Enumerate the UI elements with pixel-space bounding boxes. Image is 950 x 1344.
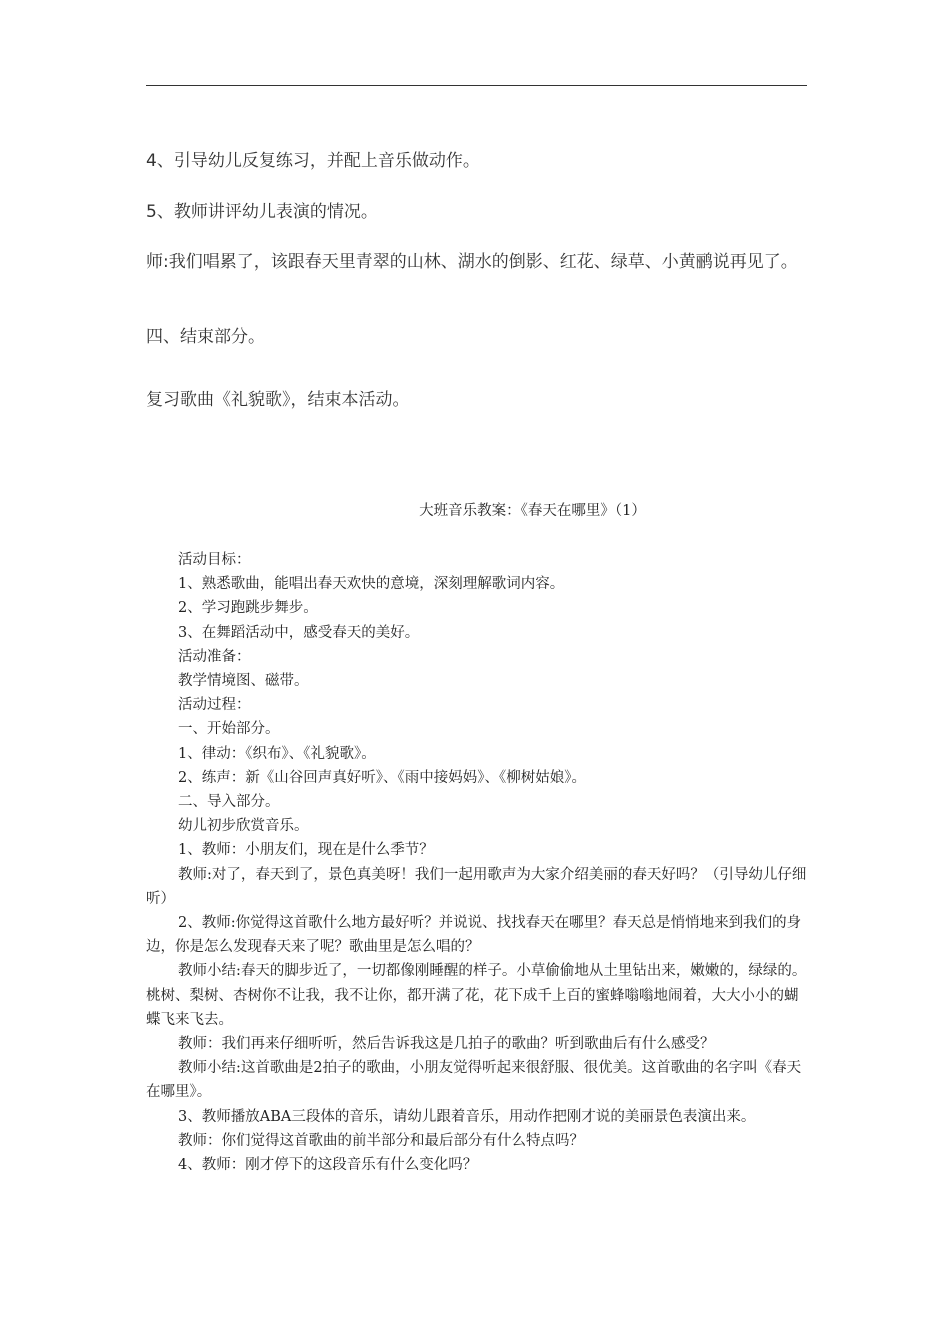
body-line: 一、开始部分。 [178, 721, 280, 738]
closing-paragraph: 复习歌曲《礼貌歌》，结束本活动。 [146, 390, 410, 410]
body-line: 1、教师：小朋友们，现在是什么季节？ [178, 842, 434, 859]
body-line: 教师:对了，春天到了，景色真美呀！我们一起用歌声为大家介绍美丽的春天好吗？（引导幼儿仔细听） [146, 866, 807, 907]
body-line: 活动过程： [178, 697, 251, 714]
teacher-farewell-paragraph: 师:我们唱累了，该跟春天里青翠的山林、湖水的倒影、红花、绿草、小黄鹂说再见了。 [146, 252, 798, 272]
body-line: 2、练声：新《山谷回声真好听》、《雨中接妈妈》、《柳树姑娘》。 [178, 769, 586, 786]
body-line: 1、熟悉歌曲，能唱出春天欢快的意境，深刻理解歌词内容。 [178, 576, 565, 593]
body-line: 2、学习跑跳步舞步。 [178, 600, 318, 617]
lesson-body [146, 548, 811, 1177]
body-line: 活动目标： [178, 552, 251, 568]
body-line: 教师：我们再来仔细听听，然后告诉我这是几拍子的歌曲？听到歌曲后有什么感受？ [178, 1036, 715, 1053]
body-line: 教师小结:这首歌曲是2拍子的歌曲，小朋友觉得听起来很舒服、很优美。这首歌曲的名字叫《春天在哪里》。 [146, 1060, 802, 1101]
step-4-paragraph: 4、引导幼儿反复练习，并配上音乐做动作。 [146, 151, 480, 171]
body-line: 2、教师:你觉得这首歌什么地方最好听？并说说、找找春天在哪里？春天总是悄悄地来到我们的身边，你是怎么发现春天来了呢？歌曲里是怎么唱的？ [146, 915, 802, 956]
body-line: 二、导入部分。 [178, 794, 280, 811]
body-line: 3、在舞蹈活动中，感受春天的美好。 [178, 624, 420, 641]
body-line: 幼儿初步欣赏音乐。 [178, 818, 309, 835]
body-line: 4、教师：刚才停下的这段音乐有什么变化吗？ [178, 1157, 478, 1174]
body-line: 教师：你们觉得这首歌曲的前半部分和最后部分有什么特点吗？ [178, 1132, 584, 1149]
body-line: 活动准备： [178, 648, 251, 665]
lesson-title: 大班音乐教案：《春天在哪里》（1） [419, 503, 646, 519]
section-four-heading: 四、结束部分。 [146, 327, 265, 347]
body-line: 教学情境图、磁带。 [178, 673, 309, 690]
header-rule [146, 85, 807, 86]
body-line: 3、教师播放ABA三段体的音乐，请幼儿跟着音乐，用动作把刚才说的美丽景色表演出来。 [178, 1108, 756, 1125]
body-line: 1、律动：《织布》、《礼貌歌》。 [178, 745, 376, 762]
step-5-paragraph: 5、教师讲评幼儿表演的情况。 [146, 202, 378, 222]
body-line: 教师小结:春天的脚步近了，一切都像刚睡醒的样子。小草偷偷地从土里钻出来，嫩嫩的，绿绿的。桃树、梨树、杏树你不让我，我不让你，都开满了花，花下成千上百的蜜蜂嗡嗡地闹着，大大小小的蝴蝶飞来飞去。 [146, 963, 807, 1028]
